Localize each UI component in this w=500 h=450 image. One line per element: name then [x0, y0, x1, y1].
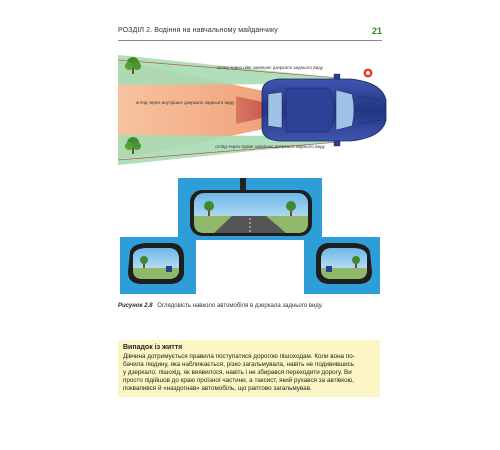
chapter-title: РОЗДІЛ 2. Водіння на навчальному майданчику — [118, 27, 278, 34]
car-top-view — [262, 74, 386, 146]
case-line: бачила людину, яка наближається, різко загальмувала, навіть не подивившись — [123, 361, 355, 368]
figure-number: Рисунок 2.8 — [118, 303, 153, 309]
figure-caption — [118, 303, 323, 309]
case-line: Дівчина дотримується правила поступатися дорогою пішоходам. Коли вона по- — [123, 353, 355, 360]
case-line: поквапився й «наздогнав» автомобіль, що раптово загальмував. — [123, 385, 312, 392]
case-box-title: Випадок із життя — [123, 344, 183, 351]
right-mirror-label: огляд через праве зовнішнє дзеркало заднього виду — [215, 144, 325, 149]
left-mirror-label: огляд через ліве зовнішнє дзеркало заднього виду — [216, 65, 324, 70]
case-line: просто підійшов до краю проїзної частини, а таксист, який рухався за автівкою, — [123, 377, 355, 384]
case-line: у дзеркало; пішохід, як виявилося, навіть і не збирався переходити дорогу. Ви — [123, 369, 352, 376]
case-box — [118, 340, 380, 397]
page-number: 21 — [371, 26, 382, 36]
figure-caption-text: Оглядовість навколо автомобіля в дзеркала заднього виду. — [157, 303, 323, 309]
mirror-views-illustration — [120, 178, 380, 294]
case-box-text — [123, 353, 375, 393]
inner-mirror-label: огляд через внутрішнє дзеркало заднього виду — [135, 100, 235, 105]
driver-icon — [364, 69, 373, 78]
